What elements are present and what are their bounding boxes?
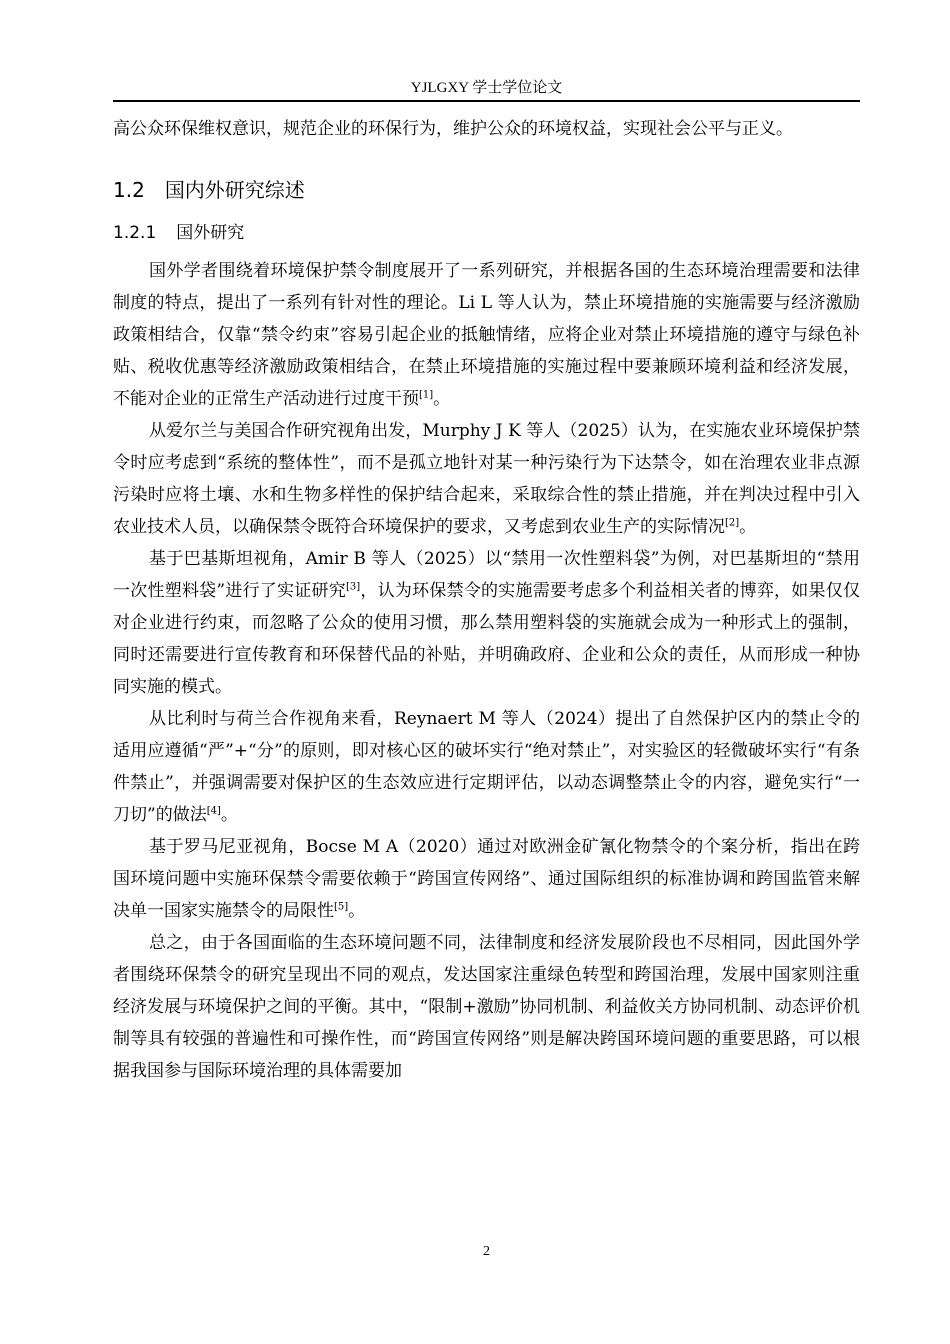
page-content <box>113 113 860 1087</box>
paragraph-text: 从比利时与荷兰合作视角来看，Reynaert M 等人（2024）提出了自然保护区内的禁止令的适用应遵循“严”+“分”的原则，即对核心区的破坏实行“绝对禁止”，对实验区的轻微破坏实行“有条件禁止”，并强调需要对保护区的生态效应进行定期评估，以动态调整禁止令的内容，避免实行“一刀切”的做法 <box>113 709 860 825</box>
paragraph-text-after: 。 <box>348 901 366 921</box>
subsection-heading <box>113 219 860 247</box>
citation-ref: [4] <box>206 805 221 817</box>
paragraph-text: 基于巴基斯坦视角，Amir B 等人（2025）以“禁用一次性塑料袋”为例，对巴基斯坦的“禁用一次性塑料袋”进行了实证研究 <box>113 549 860 601</box>
header-divider <box>113 100 860 102</box>
paragraph-text: 总之，由于各国面临的生态环境问题不同，法律制度和经济发展阶段也不尽相同，因此国外学者围绕环保禁令的研究呈现出不同的观点，发达国家注重绿色转型和跨国治理，发展中国家则注重经济发展与环境保护之间的平衡。其中，“限制+激励”协同机制、利益攸关方协同机制、动态评价机制等具有较强的普遍性和可操作性，而“跨国宣传网络”则是解决跨国环境问题的重要思路，可以根据我国参与国际环境治理的具体需要加 <box>113 933 860 1081</box>
paragraph-text-after: 。 <box>220 805 238 825</box>
paragraph <box>113 415 860 543</box>
section-heading <box>113 175 860 205</box>
subsection-number: 1.2.1 <box>113 223 157 243</box>
paragraph-text: 基于罗马尼亚视角，Bocse M A（2020）通过对欧洲金矿氰化物禁令的个案分析，指出在跨国环境问题中实施环保禁令需要依赖于“跨国宣传网络”、通过国际组织的标准协调和跨国监管来解决单一国家实施禁令的局限性 <box>113 837 860 921</box>
paragraph <box>113 543 860 703</box>
section-title: 国内外研究综述 <box>164 178 305 202</box>
page-header: YJLGXY 学士学位论文 <box>410 80 563 96</box>
page-number: 2 <box>483 1244 490 1259</box>
paragraph-text: 国外学者围绕着环境保护禁令制度展开了一系列研究，并根据各国的生态环境治理需要和法律制度的特点，提出了一系列有针对性的理论。Li L 等人认为，禁止环境措施的实施需要与经济激励政策相结合，仅靠“禁令约束”容易引起企业的抵触情绪，应将企业对禁止环境措施的遵守与绿色补贴、税收优惠等经济激励政策相结合，在禁止环境措施的实施过程中要兼顾环境利益和经济发展，不能对企业的正常生产活动进行过度干预 <box>113 261 860 409</box>
paragraph-text-after: 。 <box>433 389 451 409</box>
paragraph <box>113 831 860 927</box>
paragraph-text: 从爱尔兰与美国合作研究视角出发，Murphy J K 等人（2025）认为，在实施农业环境保护禁令时应考虑到“系统的整体性”，而不是孤立地针对某一种污染行为下达禁令，如在治理农业非点源污染时应将土壤、水和生物多样性的保护结合起来，采取综合性的禁止措施，并在判决过程中引入农业技术人员，以确保禁令既符合环境保护的要求，又考虑到农业生产的实际情况 <box>113 421 860 537</box>
continued-paragraph: 高公众环保维权意识，规范企业的环保行为，维护公众的环境权益，实现社会公平与正义。 <box>113 119 793 139</box>
citation-ref: [5] <box>334 901 349 913</box>
paragraph <box>113 927 860 1087</box>
citation-ref: [3] <box>346 581 361 593</box>
paragraph-text-after: 。 <box>739 517 757 537</box>
citation-ref: [1] <box>419 389 434 401</box>
paragraph <box>113 703 860 831</box>
section-number: 1.2 <box>113 178 145 202</box>
citation-ref: [2] <box>725 517 740 529</box>
paragraph <box>113 255 860 415</box>
subsection-title: 国外研究 <box>176 223 245 243</box>
paragraph-text-after: ，认为环保禁令的实施需要考虑多个利益相关者的博弈，如果仅仅对企业进行约束，而忽略了公众的使用习惯，那么禁用塑料袋的实施就会成为一种形式上的强制，同时还需要进行宣传教育和环保替代品的补贴，并明确政府、企业和公众的责任，从而形成一种协同实施的模式。 <box>113 581 860 697</box>
